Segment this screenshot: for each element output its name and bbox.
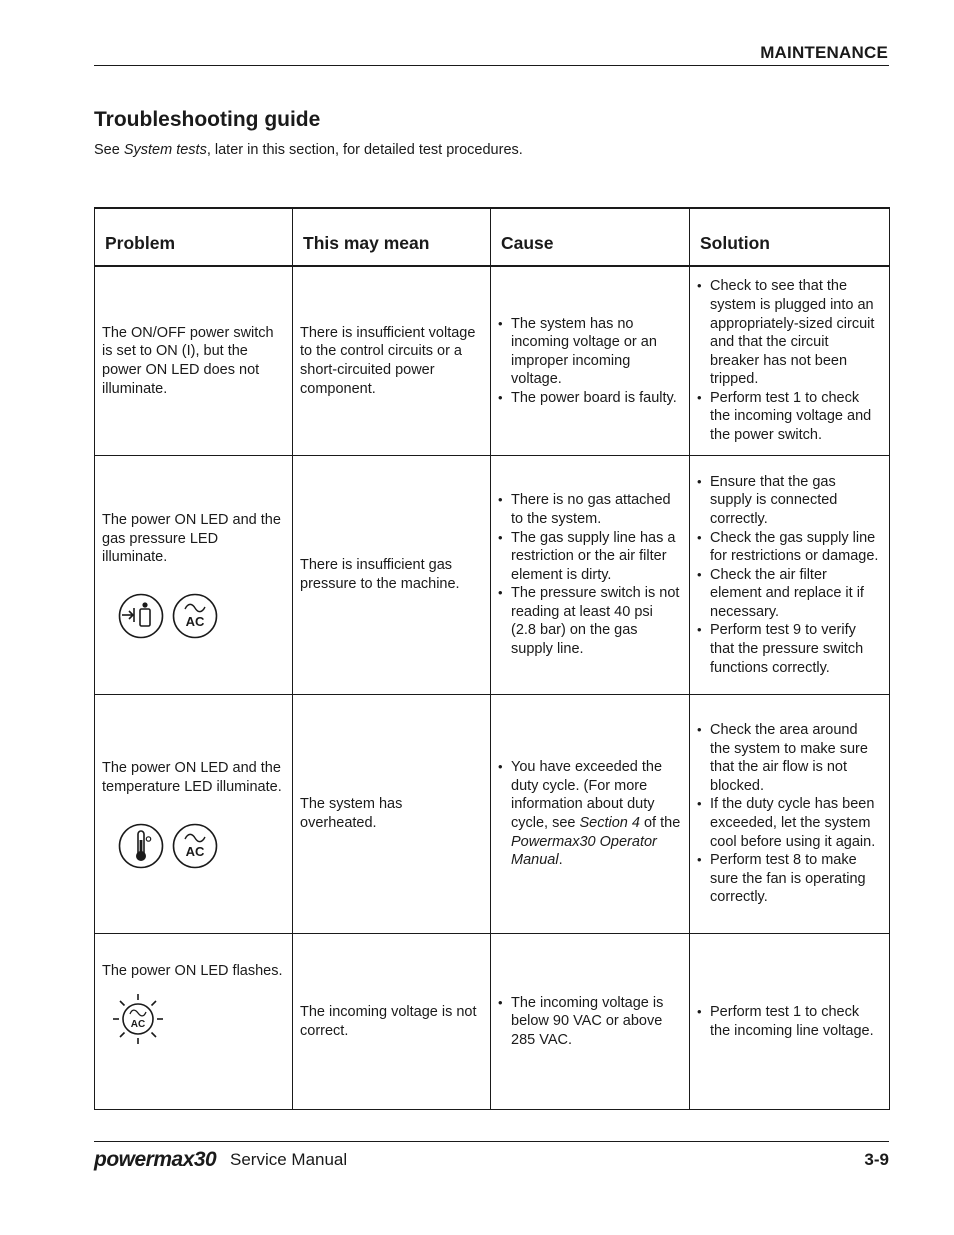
solution-item: • Ensure that the gas supply is connected correctly. bbox=[697, 473, 881, 529]
ac-label: AC bbox=[130, 1018, 146, 1030]
cause-cell bbox=[491, 695, 690, 934]
solution-cell bbox=[690, 266, 890, 456]
column-header-meaning: This may mean bbox=[293, 208, 491, 266]
solution-list bbox=[697, 473, 881, 678]
table-row bbox=[95, 695, 890, 934]
solution-item: • Check to see that the system is plugged into an appropriately-sized circuit and that the circuit breaker has not been tripped. bbox=[697, 277, 881, 389]
table-row bbox=[95, 934, 890, 1110]
operator-manual-reference: Powermax30 Operator Manual bbox=[511, 833, 657, 869]
solution-cell bbox=[690, 695, 890, 934]
ac-label: AC bbox=[185, 843, 205, 859]
intro-post: , later in this section, for detailed test procedures. bbox=[206, 142, 523, 158]
cause-list bbox=[498, 491, 681, 658]
table-row bbox=[95, 266, 890, 456]
meaning-cell bbox=[293, 266, 491, 456]
cause-text: You have exceeded the duty cycle. (For more information about duty cycle, see bbox=[511, 759, 663, 831]
problem-text: The power ON LED and the temperature LED illuminate. bbox=[102, 760, 282, 795]
meaning-text: There is insufficient voltage to the control circuits or a short-circuited power component. bbox=[300, 324, 476, 397]
cause-list bbox=[498, 994, 681, 1050]
cause-cell bbox=[491, 934, 690, 1110]
column-header-solution: Solution bbox=[690, 208, 890, 266]
problem-cell bbox=[95, 695, 293, 934]
page-title: Troubleshooting guide bbox=[94, 108, 321, 131]
solution-item: • Check the gas supply line for restrictions or damage. bbox=[697, 529, 881, 566]
solution-cell bbox=[690, 934, 890, 1110]
cause-cell bbox=[491, 456, 690, 695]
table-header-row bbox=[95, 208, 890, 266]
led-icons bbox=[102, 823, 284, 869]
system-tests-reference: System tests bbox=[123, 142, 207, 158]
page-footer bbox=[94, 1148, 889, 1174]
meaning-text: The system has overheated. bbox=[300, 796, 403, 831]
cause-item: • The system has no incoming voltage or an improper incoming voltage. bbox=[498, 315, 681, 389]
table-row bbox=[95, 456, 890, 695]
manual-name: Service Manual bbox=[230, 1150, 348, 1169]
intro-pre: See bbox=[94, 142, 124, 158]
solution-item: • If the duty cycle has been exceeded, let the system cool before using it again. bbox=[697, 795, 881, 851]
problem-cell bbox=[95, 456, 293, 695]
solution-cell bbox=[690, 456, 890, 695]
page-number: 3-9 bbox=[864, 1150, 889, 1169]
power-on-ac-led-icon bbox=[172, 823, 218, 869]
troubleshooting-table bbox=[94, 207, 890, 1110]
meaning-cell bbox=[293, 695, 491, 934]
cause-cell bbox=[491, 266, 690, 456]
power-on-flashing-led-icon bbox=[110, 991, 166, 1047]
solution-item: • Check the area around the system to make sure that the air flow is not blocked. bbox=[697, 721, 881, 795]
problem-text: The ON/OFF power switch is set to ON (I), but the power ON LED does not illuminate. bbox=[102, 324, 274, 397]
footer-divider bbox=[94, 1141, 889, 1142]
meaning-cell bbox=[293, 934, 491, 1110]
solution-item: • Check the air filter element and replace it if necessary. bbox=[697, 566, 881, 622]
led-icons bbox=[102, 593, 284, 639]
cause-item: • There is no gas attached to the system. bbox=[498, 491, 681, 528]
brand-logo: powermax30 bbox=[94, 1148, 217, 1171]
section-4-reference: Section 4 bbox=[579, 815, 640, 831]
cause-text: . bbox=[558, 852, 563, 869]
cause-item: • The power board is faulty. bbox=[498, 389, 681, 408]
power-on-ac-led-icon bbox=[172, 593, 218, 639]
temperature-led-icon bbox=[118, 823, 164, 869]
problem-cell bbox=[95, 934, 293, 1110]
solution-item: • Perform test 1 to check the incoming line voltage. bbox=[697, 1003, 881, 1040]
meaning-cell bbox=[293, 456, 491, 695]
problem-text: The power ON LED and the gas pressure LED illuminate. bbox=[102, 512, 281, 566]
solution-item: • Perform test 8 to make sure the fan is operating correctly. bbox=[697, 851, 881, 907]
section-header: MAINTENANCE bbox=[760, 43, 888, 62]
led-icons bbox=[102, 991, 284, 1047]
cause-list bbox=[498, 315, 681, 408]
solution-list bbox=[697, 1003, 881, 1040]
header-divider bbox=[94, 65, 889, 66]
problem-text: The power ON LED flashes. bbox=[102, 963, 283, 979]
cause-item: • The pressure switch is not reading at least 40 psi (2.8 bar) on the gas supply line. bbox=[498, 584, 681, 658]
column-header-problem: Problem bbox=[95, 208, 293, 266]
meaning-text: There is insufficient gas pressure to the machine. bbox=[300, 557, 460, 592]
solution-list bbox=[697, 277, 881, 444]
solution-item: • Perform test 1 to check the incoming voltage and the power switch. bbox=[697, 389, 881, 445]
meaning-text: The incoming voltage is not correct. bbox=[300, 1003, 477, 1039]
column-header-cause: Cause bbox=[491, 208, 690, 266]
cause-item bbox=[498, 758, 681, 870]
cause-list bbox=[498, 758, 681, 870]
solution-list bbox=[697, 721, 881, 907]
intro-text bbox=[94, 142, 523, 158]
ac-label: AC bbox=[185, 613, 205, 629]
gas-pressure-led-icon bbox=[118, 593, 164, 639]
cause-item: • The gas supply line has a restriction or the air filter element is dirty. bbox=[498, 529, 681, 585]
problem-cell bbox=[95, 266, 293, 456]
solution-item: • Perform test 9 to verify that the pressure switch functions correctly. bbox=[697, 621, 881, 677]
cause-item: • The incoming voltage is below 90 VAC or above 285 VAC. bbox=[498, 994, 681, 1050]
cause-text: of the bbox=[639, 815, 681, 831]
